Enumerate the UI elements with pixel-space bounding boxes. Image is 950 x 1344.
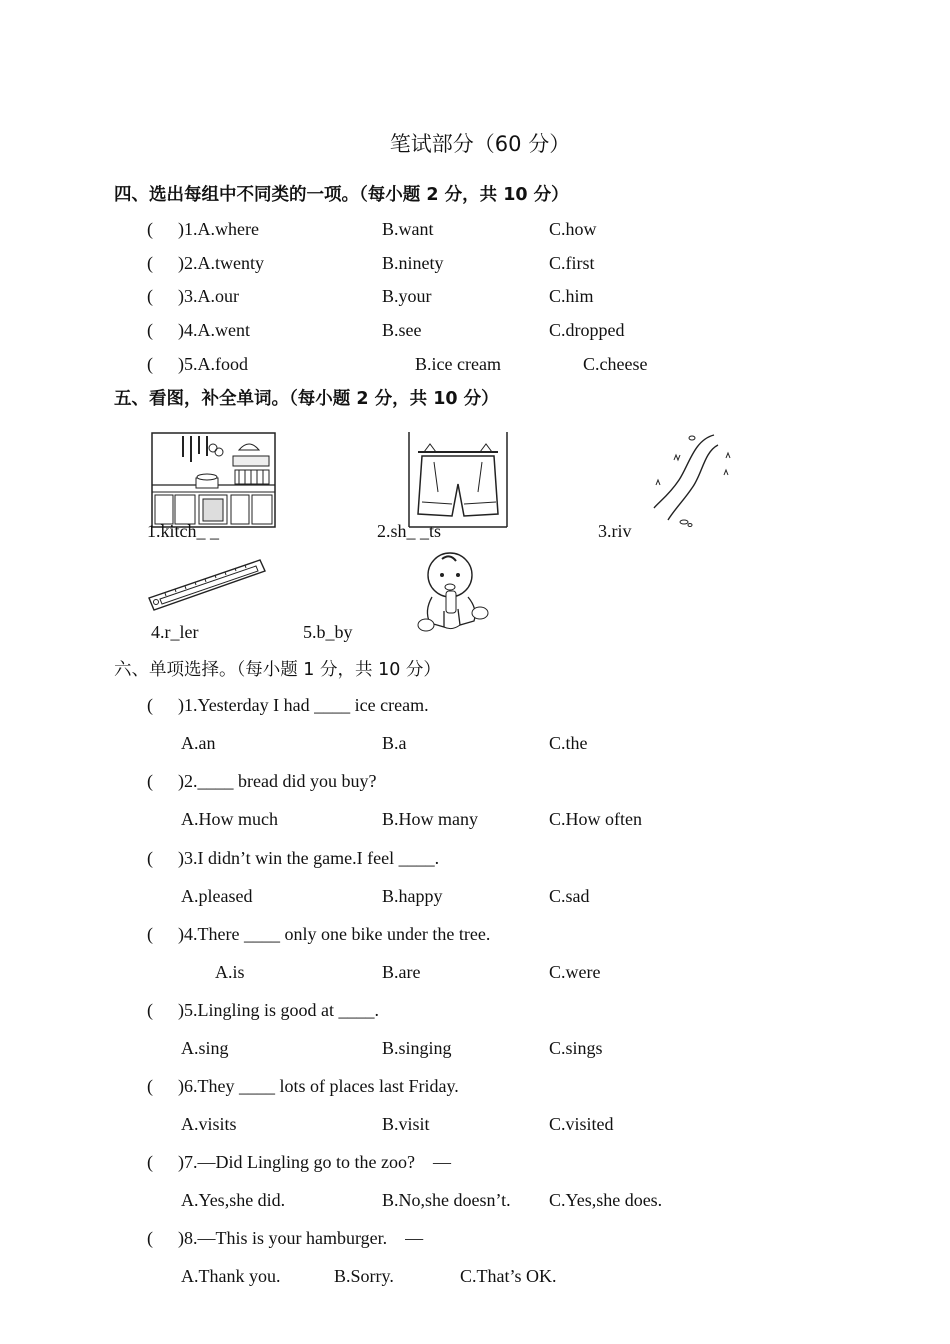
option-a: A.pleased [181,886,253,906]
option-a: A.an [181,733,216,753]
option-b: B.Sorry. [334,1266,394,1286]
option-a: )5.A.food [178,354,248,374]
answer-paren[interactable]: ( [147,848,153,868]
blank-label-1[interactable]: 1.kitch_ _ [147,521,219,541]
option-b: B.your [382,286,432,306]
option-c: C.How often [549,809,642,829]
answer-paren[interactable]: ( [147,924,153,944]
section-4-heading: 四、选出每组中不同类的一项。（每小题 2 分，共 10 分） [114,185,569,205]
question-text: )2.____ bread did you buy? [178,771,377,791]
answer-paren[interactable]: ( [147,771,153,791]
option-b: B.ninety [382,253,444,273]
option-c: C.sad [549,886,590,906]
blank-label-3[interactable]: 3.riv [598,521,632,541]
blank-label-5[interactable]: 5.b_by [303,622,353,642]
option-a: )4.A.went [178,320,250,340]
option-c: C.That’s OK. [460,1266,557,1286]
river-picture [644,430,744,530]
option-c: C.visited [549,1114,614,1134]
option-b: B.singing [382,1038,452,1058]
ruler-picture [146,556,268,614]
question-text: )8.—This is your hamburger. — [178,1228,424,1248]
shorts-picture [408,432,508,528]
answer-paren[interactable]: ( [147,354,153,374]
question-text: )6.They ____ lots of places last Friday. [178,1076,459,1096]
option-c: C.Yes,she does. [549,1190,663,1210]
section-5-heading: 五、看图，补全单词。（每小题 2 分，共 10 分） [114,389,499,409]
answer-paren[interactable]: ( [147,695,153,715]
answer-paren[interactable]: ( [147,286,153,306]
answer-paren[interactable]: ( [147,1000,153,1020]
option-a: A.Thank you. [181,1266,281,1286]
option-c: C.dropped [549,320,625,340]
answer-paren[interactable]: ( [147,219,153,239]
option-a: A.sing [181,1038,229,1058]
option-a: A.Yes,she did. [181,1190,286,1210]
option-b: B.visit [382,1114,430,1134]
question-text: )1.Yesterday I had ____ ice cream. [178,695,429,715]
question-text: )5.Lingling is good at ____. [178,1000,379,1020]
option-c: C.him [549,286,594,306]
option-b: B.are [382,962,421,982]
answer-paren[interactable]: ( [147,1228,153,1248]
option-a: A.is [215,962,245,982]
question-text: )7.—Did Lingling go to the zoo? — [178,1152,451,1172]
option-c: C.were [549,962,601,982]
option-c: C.how [549,219,597,239]
option-a: A.How much [181,809,278,829]
question-text: )3.I didn’t win the game.I feel ____. [178,848,440,868]
baby-picture [414,551,494,633]
question-text: )4.There ____ only one bike under the tree. [178,924,491,944]
option-b: B.see [382,320,422,340]
option-a: A.visits [181,1114,237,1134]
option-b: B.want [382,219,434,239]
option-b: B.happy [382,886,443,906]
option-c: C.cheese [583,354,648,374]
option-b: B.ice cream [415,354,501,374]
answer-paren[interactable]: ( [147,253,153,273]
blank-label-2[interactable]: 2.sh_ _ts [377,521,442,541]
option-a: )2.A.twenty [178,253,264,273]
kitchen-picture [151,432,276,528]
option-c: C.first [549,253,595,273]
page-title: 笔试部分（60 分） [389,132,571,156]
option-b: B.No,she doesn’t. [382,1190,511,1210]
option-c: C.the [549,733,588,753]
option-b: B.How many [382,809,478,829]
section-6-heading: 六、单项选择。（每小题 1 分，共 10 分） [114,660,441,680]
option-c: C.sings [549,1038,603,1058]
option-a: )1.A.where [178,219,259,239]
answer-paren[interactable]: ( [147,320,153,340]
option-a: )3.A.our [178,286,239,306]
answer-paren[interactable]: ( [147,1152,153,1172]
answer-paren[interactable]: ( [147,1076,153,1096]
option-b: B.a [382,733,407,753]
blank-label-4[interactable]: 4.r_ler [151,622,199,642]
